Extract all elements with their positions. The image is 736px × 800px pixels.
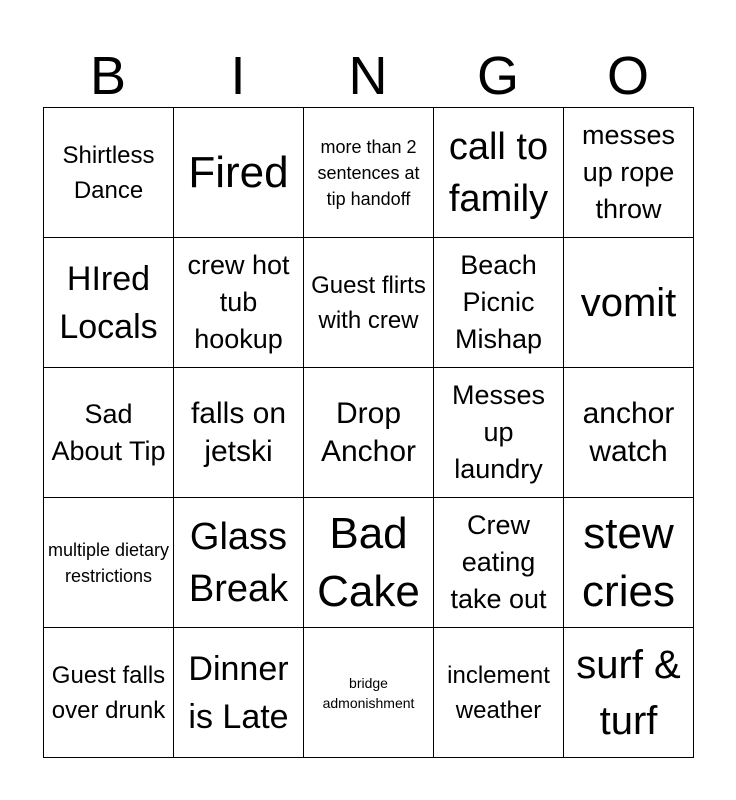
cell-label: Beach Picnic Mishap xyxy=(454,250,543,354)
cell-label: falls on jetski xyxy=(190,396,287,468)
cell-label: messes up rope throw xyxy=(581,120,676,224)
bingo-cell[interactable] xyxy=(174,368,304,498)
bingo-cell[interactable] xyxy=(564,108,694,238)
cell-label: stew cries xyxy=(582,508,675,616)
bingo-cell[interactable] xyxy=(304,628,434,758)
cell-label: Guest flirts with crew xyxy=(311,271,426,334)
cell-label: HIred Locals xyxy=(59,259,158,346)
cell-label: Messes up laundry xyxy=(451,380,546,484)
cell-label: vomit xyxy=(580,280,677,325)
bingo-cell[interactable] xyxy=(174,108,304,238)
bingo-cell[interactable] xyxy=(44,628,174,758)
bingo-cell[interactable] xyxy=(174,498,304,628)
cell-label: call to family xyxy=(448,125,549,220)
bingo-cell[interactable] xyxy=(304,238,434,368)
cell-label: surf & turf xyxy=(576,642,681,743)
cell-label: Fired xyxy=(188,147,289,197)
cell-label: Dinner is Late xyxy=(188,649,289,736)
cell-label: bridge admonishment xyxy=(322,674,415,711)
cell-label: Drop Anchor xyxy=(320,396,417,468)
header-letter-o: O xyxy=(606,46,649,106)
bingo-cell[interactable] xyxy=(304,498,434,628)
bingo-cell[interactable] xyxy=(434,498,564,628)
cell-label: crew hot tub hookup xyxy=(187,250,290,354)
bingo-cell[interactable] xyxy=(174,628,304,758)
bingo-cell[interactable] xyxy=(434,108,564,238)
bingo-cell[interactable] xyxy=(44,238,174,368)
bingo-header xyxy=(43,44,693,108)
bingo-cell[interactable] xyxy=(434,628,564,758)
bingo-board xyxy=(43,107,694,758)
cell-label: anchor watch xyxy=(582,396,675,468)
cell-label: Sad About Tip xyxy=(51,398,166,466)
cell-label: Glass Break xyxy=(188,515,289,610)
bingo-cell[interactable] xyxy=(564,238,694,368)
header-letter-g: G xyxy=(476,46,519,106)
bingo-cell[interactable] xyxy=(564,628,694,758)
cell-label: Bad Cake xyxy=(317,508,420,616)
cell-label: more than 2 sentences at tip handoff xyxy=(317,136,420,209)
bingo-cell[interactable] xyxy=(44,108,174,238)
cell-label: Crew eating take out xyxy=(450,510,547,614)
bingo-cell[interactable] xyxy=(564,498,694,628)
cell-label: multiple dietary restrictions xyxy=(47,539,170,586)
bingo-cell[interactable] xyxy=(174,238,304,368)
header-letter-n: N xyxy=(348,46,388,106)
bingo-cell[interactable] xyxy=(564,368,694,498)
cell-label: inclement weather xyxy=(447,661,550,724)
bingo-cell[interactable] xyxy=(304,108,434,238)
cell-label: Shirtless Dance xyxy=(62,141,155,204)
bingo-cell[interactable] xyxy=(434,238,564,368)
header-letter-b: B xyxy=(89,46,127,106)
cell-label: Guest falls over drunk xyxy=(51,661,166,724)
bingo-cell[interactable] xyxy=(434,368,564,498)
header-letter-i: I xyxy=(230,46,246,106)
bingo-cell[interactable] xyxy=(44,498,174,628)
bingo-cell[interactable] xyxy=(304,368,434,498)
bingo-cell[interactable] xyxy=(44,368,174,498)
